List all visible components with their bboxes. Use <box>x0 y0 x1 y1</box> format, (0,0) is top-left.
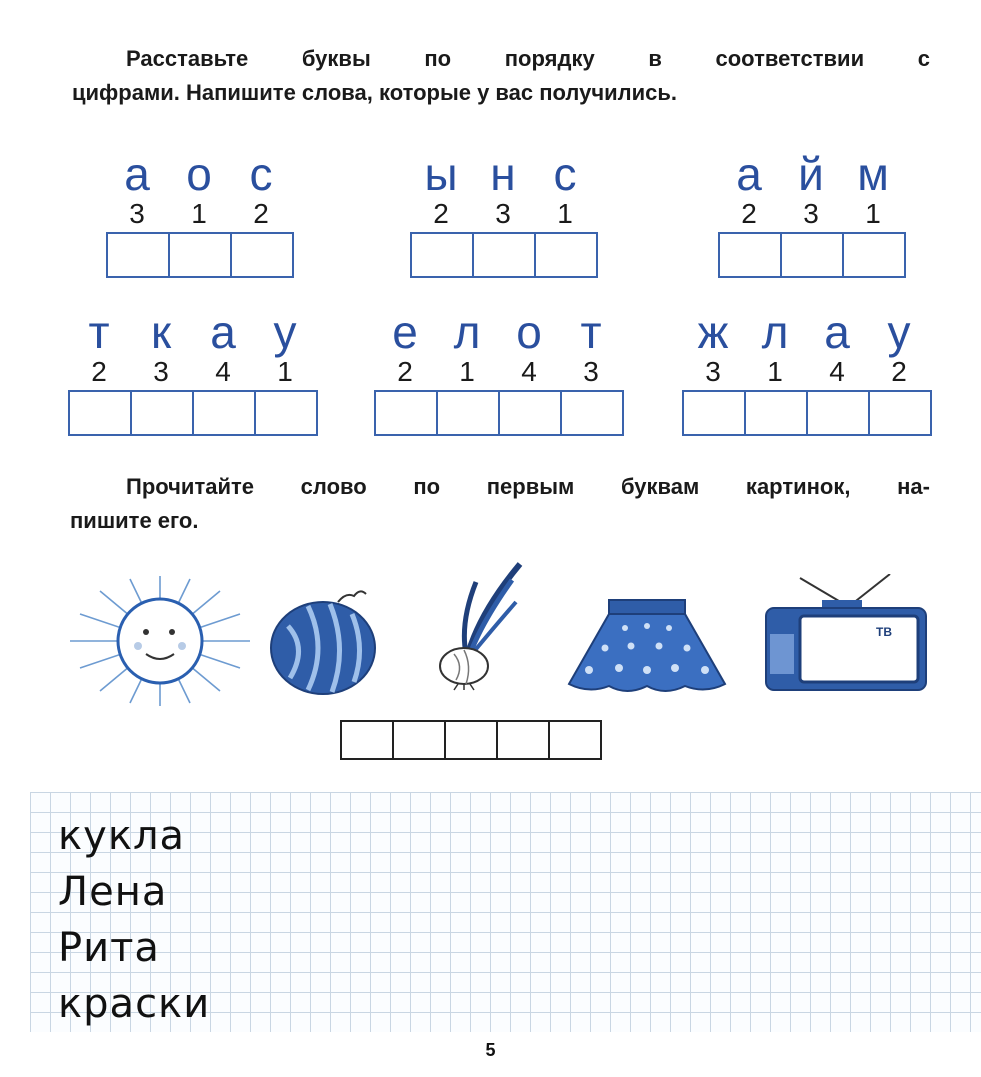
puzzle-letter: а <box>824 306 850 358</box>
answer-cell[interactable] <box>720 234 782 276</box>
answer-cell[interactable] <box>498 722 550 758</box>
answer-cell[interactable] <box>232 234 294 276</box>
puzzle-letter: е <box>392 306 418 358</box>
puzzle-letter: с <box>553 148 577 200</box>
puzzle-number: 1 <box>557 198 573 229</box>
answer-cell[interactable] <box>70 392 132 434</box>
puzzle-letter: л <box>453 306 481 358</box>
answer-cell[interactable] <box>256 392 318 434</box>
answer-cell[interactable] <box>562 392 624 434</box>
answer-cells <box>410 232 598 278</box>
watermelon-image <box>268 586 383 696</box>
puzzle-number: 3 <box>153 356 169 387</box>
puzzle-letter: й <box>798 148 824 200</box>
page-number: 5 <box>485 1040 496 1060</box>
puzzle-letter: ы <box>424 148 458 200</box>
answer-cell[interactable] <box>746 392 808 434</box>
sun-image <box>60 576 260 706</box>
handwritten-word: Рита <box>58 925 160 971</box>
handwritten-word: краски <box>58 981 211 1027</box>
puzzle-letter: ж <box>697 306 729 358</box>
pictures-row <box>60 568 940 708</box>
puzzle-number: 1 <box>865 198 881 229</box>
puzzle-number: 3 <box>583 356 599 387</box>
answer-cell[interactable] <box>870 392 932 434</box>
puzzle-letter: о <box>186 148 212 200</box>
puzzle-2 <box>410 146 600 276</box>
puzzle-letter: н <box>490 148 516 200</box>
answer-cell[interactable] <box>170 234 232 276</box>
puzzle-letter: у <box>273 306 297 358</box>
puzzle-number: 2 <box>397 356 413 387</box>
handwritten-word: кукла <box>58 813 186 859</box>
puzzle-number: 2 <box>741 198 757 229</box>
onion-image <box>420 562 530 692</box>
answer-cell[interactable] <box>446 722 498 758</box>
puzzle-letter: л <box>761 306 789 358</box>
answer-cell[interactable] <box>438 392 500 434</box>
puzzle-letter: а <box>736 148 762 200</box>
answer-cell[interactable] <box>782 234 844 276</box>
puzzle-letter: к <box>150 306 172 358</box>
puzzle-number: 1 <box>767 356 783 387</box>
answer-cells <box>68 390 318 436</box>
puzzle-6 <box>682 304 932 434</box>
puzzle-number: 2 <box>433 198 449 229</box>
answer-cell[interactable] <box>536 234 598 276</box>
answer-cells <box>374 390 624 436</box>
answer-cell[interactable] <box>108 234 170 276</box>
instruction-1-line-1: Расставьте буквы по порядку в соответствии с <box>126 46 930 71</box>
puzzle-letter: м <box>857 148 889 200</box>
answer-cells <box>106 232 294 278</box>
puzzle-letter: а <box>124 148 150 200</box>
puzzle-number: 3 <box>129 198 145 229</box>
answer-cell[interactable] <box>550 722 602 758</box>
instruction-2-line-1: Прочитайте слово по первым буквам картинок, на- <box>126 474 930 499</box>
puzzle-number: 2 <box>91 356 107 387</box>
puzzle-5 <box>374 304 624 434</box>
answer-cell[interactable] <box>474 234 536 276</box>
answer-cell[interactable] <box>394 722 446 758</box>
puzzle-4 <box>68 304 318 434</box>
puzzle-number: 2 <box>253 198 269 229</box>
puzzle-number: 1 <box>191 198 207 229</box>
answer-cell[interactable] <box>500 392 562 434</box>
answer-cell[interactable] <box>808 392 870 434</box>
handwritten-words <box>58 808 210 1032</box>
tv-image <box>760 574 930 694</box>
puzzle-number: 3 <box>803 198 819 229</box>
answer-cells <box>718 232 906 278</box>
instruction-2-line-2: пишите его. <box>70 508 199 533</box>
answer-cell[interactable] <box>376 392 438 434</box>
puzzle-number: 2 <box>891 356 907 387</box>
puzzle-letter: у <box>887 306 911 358</box>
puzzle-number: 4 <box>521 356 537 387</box>
instruction-1-line-2: цифрами. Напишите слова, которые у вас получились. <box>72 80 678 105</box>
puzzle-letter: т <box>580 306 602 358</box>
handwritten-word: Лена <box>58 869 168 915</box>
puzzle-3 <box>718 146 908 276</box>
answer-cell[interactable] <box>132 392 194 434</box>
puzzle-1 <box>106 146 296 276</box>
puzzle-number: 3 <box>705 356 721 387</box>
word-answer-cells <box>340 720 602 760</box>
tv-label: ТВ <box>876 625 892 639</box>
answer-cell[interactable] <box>412 234 474 276</box>
answer-cell[interactable] <box>684 392 746 434</box>
puzzle-letter: о <box>516 306 542 358</box>
answer-cells <box>682 390 932 436</box>
puzzle-number: 3 <box>495 198 511 229</box>
puzzle-number: 1 <box>277 356 293 387</box>
puzzle-number: 4 <box>215 356 231 387</box>
answer-cell[interactable] <box>194 392 256 434</box>
puzzle-number: 4 <box>829 356 845 387</box>
answer-cell[interactable] <box>342 722 394 758</box>
instruction-1 <box>72 42 930 110</box>
puzzle-letter: а <box>210 306 236 358</box>
puzzle-number: 1 <box>459 356 475 387</box>
answer-cell[interactable] <box>844 234 906 276</box>
puzzle-letter: т <box>88 306 110 358</box>
puzzle-letter: с <box>249 148 273 200</box>
skirt-image <box>565 596 730 696</box>
instruction-2 <box>70 470 930 538</box>
